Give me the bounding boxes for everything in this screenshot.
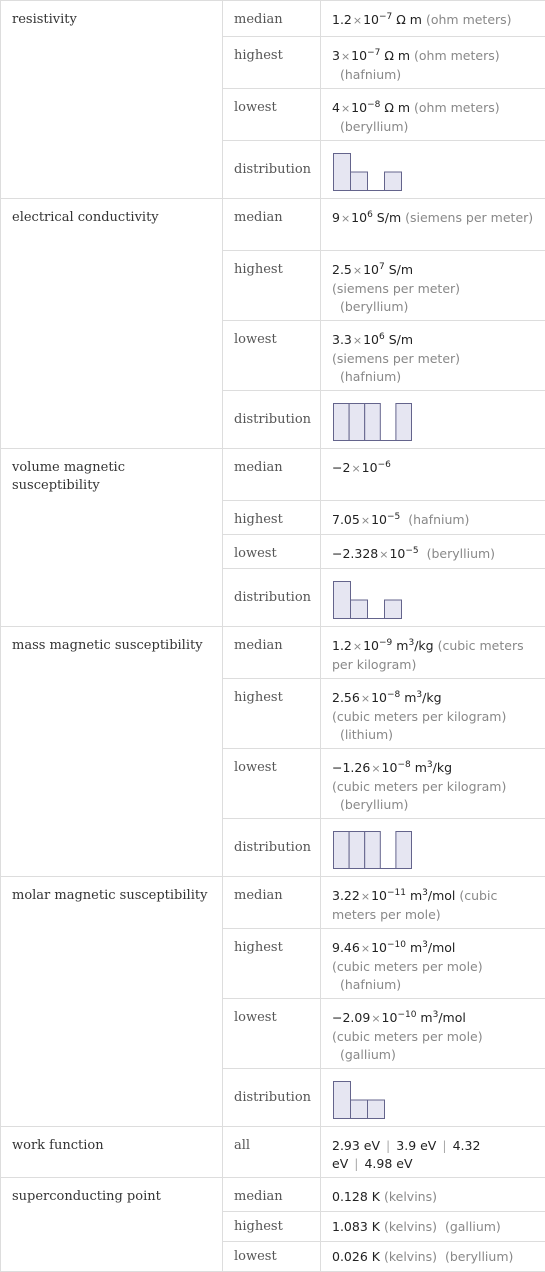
row-label-median: median bbox=[223, 449, 321, 501]
resistivity-highest-value: $3\times 10^{-7}$ Ω m (ohm meters) (hafnium) bbox=[321, 37, 545, 89]
molar-susceptibility-median-row bbox=[1, 877, 545, 929]
superconducting-median-value: 0.128 K (kelvins) bbox=[321, 1178, 545, 1212]
resistivity-lowest-value: $4\times 10^{-8}$ Ω m (ohm meters) (beryllium) bbox=[321, 89, 545, 141]
histogram-bar bbox=[368, 1100, 385, 1119]
row-label-lowest: lowest bbox=[223, 535, 321, 569]
histogram-bar bbox=[334, 1082, 351, 1119]
volume-susceptibility-median-row bbox=[1, 449, 545, 501]
row-label-lowest: lowest bbox=[223, 999, 321, 1069]
molar-susceptibility-histogram bbox=[332, 1079, 412, 1119]
property-label-electrical-conductivity: electrical conductivity bbox=[1, 199, 223, 449]
row-label-all: all bbox=[223, 1127, 321, 1178]
mass-susceptibility-median-value: $1.2\times 10^{-9}$ $m^3/kg$ (cubic meters per kilogram) bbox=[321, 627, 545, 679]
volume-susceptibility-highest-value: $7.05\times 10^{-5}$ (hafnium) bbox=[321, 501, 545, 535]
row-label-distribution: distribution bbox=[223, 819, 321, 877]
resistivity-distribution bbox=[321, 141, 545, 199]
row-label-lowest: lowest bbox=[223, 749, 321, 819]
histogram-bar bbox=[385, 172, 402, 191]
histogram-bar bbox=[334, 404, 350, 441]
property-label-molar-magnetic-susceptibility: molar magnetic susceptibility bbox=[1, 877, 223, 1127]
property-label-work-function: work function bbox=[1, 1127, 223, 1178]
row-label-highest: highest bbox=[223, 929, 321, 999]
superconducting-median-row bbox=[1, 1178, 545, 1212]
volume-susceptibility-distribution bbox=[321, 569, 545, 627]
property-label-superconducting-point: superconducting point bbox=[1, 1178, 223, 1272]
conductivity-median-value: $9\times 10^6$ S/m (siemens per meter) bbox=[321, 199, 545, 251]
row-label-distribution: distribution bbox=[223, 141, 321, 199]
histogram-bar bbox=[334, 832, 350, 869]
conductivity-median-row bbox=[1, 199, 545, 251]
histogram-bar bbox=[385, 600, 402, 619]
mass-susceptibility-median-row bbox=[1, 627, 545, 679]
histogram-bar bbox=[365, 404, 381, 441]
row-label-highest: highest bbox=[223, 37, 321, 89]
molar-susceptibility-lowest-value: $-2.09\times 10^{-10}$ $m^3$/mol (cubic meters per mole) (gallium) bbox=[321, 999, 545, 1069]
mass-susceptibility-distribution bbox=[321, 819, 545, 877]
histogram-bar bbox=[365, 832, 381, 869]
conductivity-highest-value: $2.5\times 10^7$ S/m (siemens per meter) (beryllium) bbox=[321, 251, 545, 321]
molar-susceptibility-highest-value: $9.46\times 10^{-10}$ $m^3$/mol (cubic meters per mole) (hafnium) bbox=[321, 929, 545, 999]
histogram-bar bbox=[351, 600, 368, 619]
row-label-median: median bbox=[223, 1, 321, 37]
histogram-bar bbox=[334, 582, 351, 619]
mass-susceptibility-histogram bbox=[332, 829, 412, 869]
mass-susceptibility-highest-value: $2.56\times 10^{-8}$ $m^3/kg$ (cubic meters per kilogram) (lithium) bbox=[321, 679, 545, 749]
histogram-bar bbox=[349, 404, 365, 441]
row-label-highest: highest bbox=[223, 679, 321, 749]
molar-susceptibility-median-value: $3.22\times 10^{-11}$ $m^3$/mol (cubic meters per mole) bbox=[321, 877, 545, 929]
mass-susceptibility-lowest-value: $-1.26\times 10^{-8}$ $m^3/kg$ (cubic meters per kilogram) (beryllium) bbox=[321, 749, 545, 819]
superconducting-highest-value: 1.083 K (kelvins) (gallium) bbox=[321, 1212, 545, 1242]
row-label-distribution: distribution bbox=[223, 391, 321, 449]
molar-susceptibility-distribution bbox=[321, 1069, 545, 1127]
conductivity-lowest-value: $3.3\times 10^6$ S/m (siemens per meter) (hafnium) bbox=[321, 321, 545, 391]
histogram-bar bbox=[351, 1100, 368, 1119]
property-label-mass-magnetic-susceptibility: mass magnetic susceptibility bbox=[1, 627, 223, 877]
row-label-lowest: lowest bbox=[223, 89, 321, 141]
histogram-bar bbox=[351, 172, 368, 191]
resistivity-median-row bbox=[1, 1, 545, 37]
row-label-distribution: distribution bbox=[223, 569, 321, 627]
histogram-bar bbox=[334, 154, 351, 191]
histogram-bar bbox=[396, 404, 412, 441]
row-label-lowest: lowest bbox=[223, 1242, 321, 1272]
row-label-distribution: distribution bbox=[223, 1069, 321, 1127]
work-function-values: 2.93 eV | 3.9 eV | 4.32 eV | 4.98 eV bbox=[321, 1127, 545, 1178]
property-label-volume-magnetic-susceptibility: volume magnetic susceptibility bbox=[1, 449, 223, 627]
resistivity-median-value: $1.2\times 10^{-7}$ Ω m (ohm meters) bbox=[321, 1, 545, 37]
work-function-row bbox=[1, 1127, 545, 1178]
row-label-median: median bbox=[223, 627, 321, 679]
resistivity-histogram bbox=[332, 151, 412, 191]
conductivity-histogram bbox=[332, 401, 412, 441]
row-label-median: median bbox=[223, 1178, 321, 1212]
histogram-bar bbox=[349, 832, 365, 869]
row-label-highest: highest bbox=[223, 251, 321, 321]
volume-susceptibility-lowest-value: $-2.328\times 10^{-5}$ (beryllium) bbox=[321, 535, 545, 569]
superconducting-lowest-value: 0.026 K (kelvins) (beryllium) bbox=[321, 1242, 545, 1272]
row-label-median: median bbox=[223, 877, 321, 929]
conductivity-distribution bbox=[321, 391, 545, 449]
histogram-bar bbox=[396, 832, 412, 869]
row-label-highest: highest bbox=[223, 1212, 321, 1242]
row-label-lowest: lowest bbox=[223, 321, 321, 391]
volume-susceptibility-histogram bbox=[332, 579, 412, 619]
volume-susceptibility-median-value: $-2\times 10^{-6}$ bbox=[321, 449, 545, 501]
row-label-highest: highest bbox=[223, 501, 321, 535]
row-label-median: median bbox=[223, 199, 321, 251]
property-label-resistivity: resistivity bbox=[1, 1, 223, 199]
